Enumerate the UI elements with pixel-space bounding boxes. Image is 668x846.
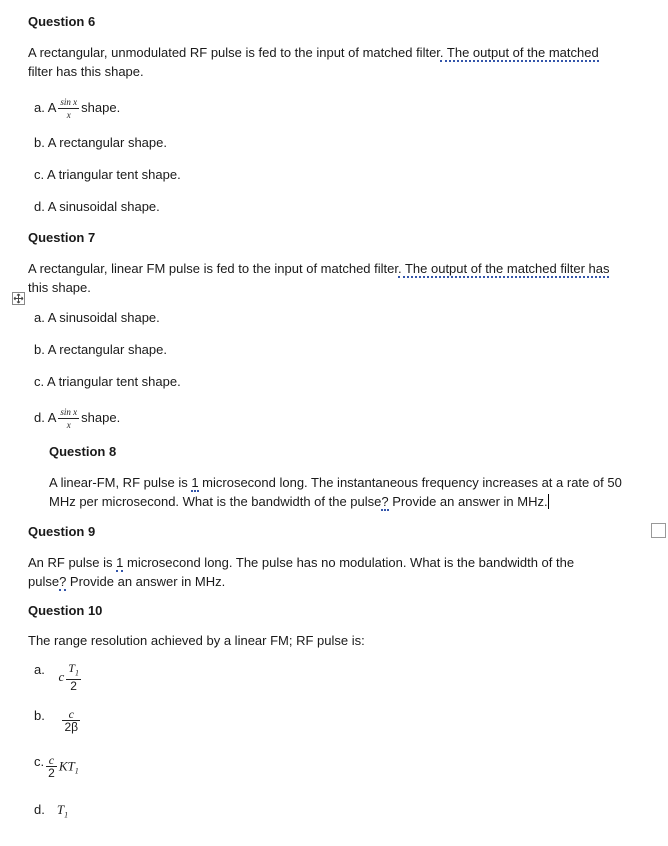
fraction: $\frac{c}{2}$ [48,753,55,780]
question-6-text: A rectangular, unmodulated RF pulse is fed to the input of matched filter. The output of the matched filter has this shape. [28,45,599,79]
fraction: $\frac{c}{2\beta}$ [64,707,79,734]
grammar-mark: . The output of the matched filter has [397,261,610,276]
question-9-title: Question 9 [28,524,96,539]
q7-option-a[interactable]: a. A sinusoidal shape. [34,310,160,325]
question-10-title: Question 10 [28,603,103,618]
question-7-text: A rectangular, linear FM pulse is fed to the input of matched filter. The output of the matched filter has this shape. [28,261,610,295]
question-8-title: Question 8 [49,444,117,459]
q6-option-b[interactable]: b. A rectangular shape. [34,135,167,150]
q10-option-b[interactable]: b. $\frac{c}{2\beta}$ [34,707,79,734]
question-6-title: Question 6 [28,14,96,29]
q6-option-d[interactable]: d. A sinusoidal shape. [34,199,160,214]
q10-option-c[interactable]: c. $\frac{c}{2}$ $KT_1$ [34,753,79,780]
q7-option-c[interactable]: c. A triangular tent shape. [34,374,181,389]
question-9-text: An RF pulse is 1 microsecond long. The pulse has no modulation. What is the bandwidth of the pulse? Provide an answer in MHz. [28,555,575,589]
grammar-mark: . The output of the matched [439,45,599,60]
sinc-fraction: $\frac{\text{sin x}}{x}$ [60,407,78,430]
q10-option-d[interactable]: d. $T_1$ [34,802,69,820]
q6-option-c[interactable]: c. A triangular tent shape. [34,167,181,182]
text-cursor [548,494,549,509]
table-move-handle-icon[interactable] [12,292,25,305]
q6-option-a[interactable]: a. A $\frac{\text{sin x}}{x}$ shape. [34,97,121,120]
question-10-text: The range resolution achieved by a linear FM; RF pulse is: [28,633,365,648]
sinc-fraction: $\frac{\text{sin x}}{x}$ [60,97,78,120]
q7-option-b[interactable]: b. A rectangular shape. [34,342,167,357]
q7-option-d[interactable]: d. A $\frac{\text{sin x}}{x}$ shape. [34,407,121,430]
q10-option-a[interactable]: a. c $\frac{T_1}{2}$ [34,661,79,694]
fraction: $\frac{T_1}{2}$ [68,661,79,694]
checkbox[interactable] [651,523,666,538]
question-8-text[interactable]: A linear-FM, RF pulse is 1 microsecond long. The instantaneous frequency increases at a rate of 50 MHz per microsecond. What is the bandwidth of the pulse? Provide an answer in MHz. [49,475,622,509]
question-7-title: Question 7 [28,230,96,245]
